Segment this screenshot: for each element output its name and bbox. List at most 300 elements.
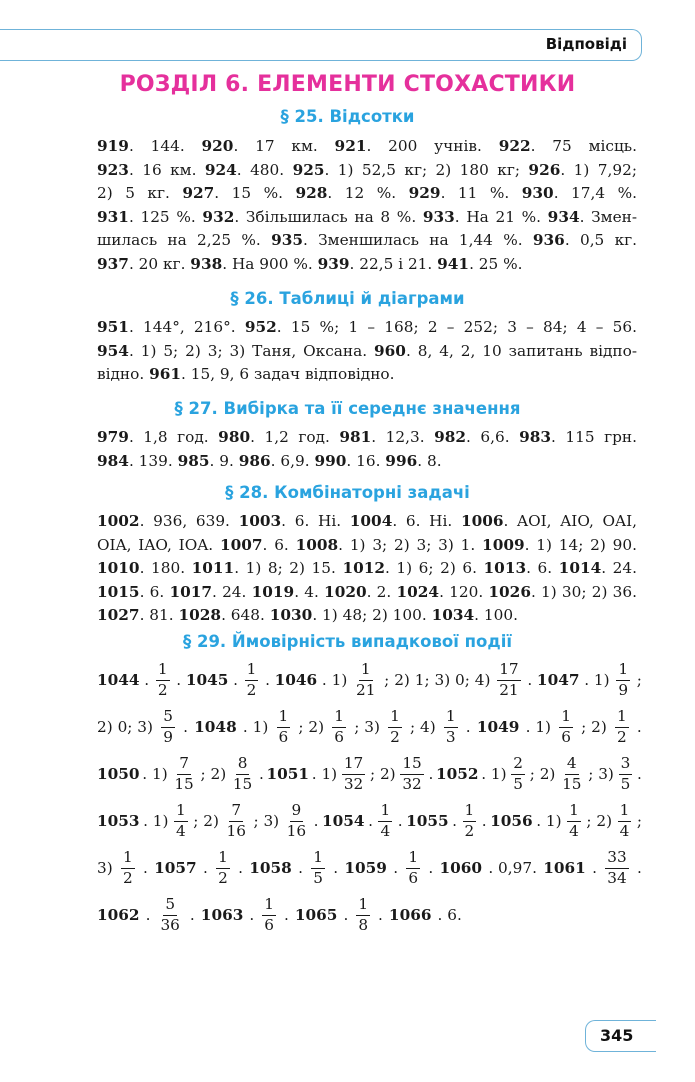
answer-line (97, 363, 637, 387)
answer-text: ; 2) (581, 718, 607, 736)
fraction (463, 803, 477, 839)
exercise-number: 937 (97, 254, 129, 273)
exercise-number: 1046 (274, 671, 318, 689)
exercise-number: 935 (271, 231, 303, 249)
answer-text: . 1) (242, 718, 269, 736)
exercise-number: 1056 (490, 812, 533, 830)
exercise-number: 939 (317, 254, 350, 273)
fraction (618, 803, 632, 839)
exercise-number: 982 (434, 428, 467, 446)
answer-text: . 936, 639. (139, 512, 239, 530)
answer-text: . 1) 30; 2) 36. (530, 582, 637, 601)
fraction-denominator: 34 (607, 868, 627, 887)
answer-text: . 4. (294, 582, 325, 601)
exercise-number: 929 (408, 184, 441, 202)
fraction-denominator: 2 (464, 821, 475, 840)
exercise-number: 1045 (185, 671, 229, 689)
answer-text: . (428, 859, 434, 877)
fraction-numerator: 1 (618, 803, 632, 821)
exercise-number: 1019 (251, 582, 295, 601)
answer-line (97, 846, 642, 890)
fraction (311, 850, 325, 886)
fraction (174, 803, 188, 839)
fraction-numerator: 1 (615, 709, 629, 727)
answer-text: . 81. (139, 606, 179, 624)
fraction-denominator: 2 (617, 727, 627, 746)
exercise-number: 936 (532, 231, 565, 249)
section-26-answers (97, 316, 637, 387)
answer-text: . 1) (142, 765, 168, 783)
exercise-number: 1030 (269, 606, 313, 624)
fraction (172, 756, 195, 792)
fraction-denominator: 5 (313, 868, 323, 887)
answer-text: . (283, 906, 289, 924)
answer-line (97, 510, 637, 534)
answer-text: . 180. (139, 559, 192, 577)
exercise-number: 984 (97, 451, 129, 470)
answer-text: . 1) 5; 2) 3; 3) Таня, Оксана. (128, 341, 374, 360)
answer-text: . 6. Ні. (392, 512, 461, 530)
fraction-denominator: 21 (356, 680, 376, 699)
answer-text: . Змен- (579, 207, 637, 226)
exercise-number: 1066 (388, 906, 432, 924)
exercise-number: 1053 (97, 812, 140, 830)
exercise-number: 1052 (435, 765, 479, 783)
answer-text: . 1) 7,92; (560, 160, 637, 179)
section-title-25: § 25. Відсотки (280, 107, 415, 126)
fraction (354, 662, 377, 698)
answer-text: . (343, 906, 349, 924)
fraction (277, 709, 291, 745)
section-title-29: § 29. Ймовірність випадкової події (182, 632, 513, 651)
answer-text: ; 2) (193, 812, 219, 830)
answer-text: . 17,4 %. (553, 184, 638, 202)
fraction-numerator: 5 (163, 897, 177, 915)
answer-text: . (202, 859, 208, 877)
fraction-numerator: 1 (174, 803, 188, 821)
answer-text: ; 2) (200, 765, 227, 783)
exercise-number: 1006 (460, 512, 504, 530)
exercise-number: 1028 (178, 606, 222, 624)
fraction (497, 662, 520, 698)
fraction-numerator: 1 (356, 897, 370, 915)
exercise-number: 1009 (482, 535, 525, 554)
answer-text: . 1) 14; 2) 90. (524, 535, 637, 554)
fraction-numerator: 17 (342, 756, 365, 774)
fraction (388, 709, 402, 745)
fraction-denominator: 21 (499, 680, 519, 699)
fraction-numerator: 1 (332, 709, 346, 727)
fraction-numerator: 1 (311, 850, 325, 868)
fraction (231, 756, 254, 792)
exercise-number: 1012 (342, 559, 386, 577)
exercise-number: 921 (334, 137, 367, 155)
answer-text: . (189, 906, 195, 924)
exercise-number: 1062 (97, 906, 140, 924)
answer-line (97, 893, 642, 937)
exercise-number: 923 (97, 160, 129, 179)
fraction-denominator: 6 (264, 915, 274, 934)
answer-text: 2) 5 кг. (97, 184, 183, 202)
answer-text: . (636, 859, 642, 877)
answer-text: ; 2) (586, 812, 613, 830)
fraction-numerator: 2 (511, 756, 525, 774)
answer-text: . 25 %. (469, 254, 523, 273)
exercise-number: 985 (177, 451, 210, 470)
exercise-number: 1044 (97, 671, 140, 689)
answer-text: . (452, 812, 458, 830)
answer-text: ; 2) (529, 765, 556, 783)
answer-text: . 1,2 год. (250, 428, 340, 446)
fraction-numerator: 1 (406, 850, 420, 868)
chapter-title: РОЗДІЛ 6. ЕЛЕМЕНТИ СТОХАСТИКИ (119, 72, 576, 97)
answer-text: . 139. (128, 451, 178, 470)
answer-text: . (142, 859, 148, 877)
fraction-denominator: 2 (218, 868, 228, 887)
section-25-answers (97, 135, 637, 276)
exercise-number: 983 (519, 428, 552, 446)
answer-text: . 144°, 216°. (128, 318, 245, 336)
fraction-denominator: 9 (618, 680, 629, 699)
answer-text: . 8. (417, 451, 442, 470)
fraction-denominator: 32 (402, 774, 422, 793)
answer-text: . 1) 8; 2) 15. (234, 559, 343, 577)
fraction (332, 709, 346, 745)
exercise-number: 1017 (169, 582, 213, 601)
answer-text: . 6. (526, 559, 559, 577)
exercise-number: 1061 (543, 859, 586, 877)
fraction (559, 709, 573, 745)
fraction (224, 803, 247, 839)
fraction-denominator: 36 (160, 915, 180, 934)
answer-text: . 0,97. (488, 859, 537, 877)
answer-text: . 1) 52,5 кг; 2) 180 кг; (324, 160, 529, 179)
exercise-number: 960 (374, 341, 406, 360)
fraction (560, 756, 583, 792)
answer-text: ; 2) (298, 718, 325, 736)
answer-text: . (481, 812, 487, 830)
answer-text: . 24. (212, 582, 252, 601)
fraction-denominator: 3 (445, 727, 456, 746)
answer-text: 2) 0; 3) (97, 718, 154, 736)
answer-line (97, 557, 637, 581)
fraction (511, 756, 525, 792)
exercise-number: 1049 (476, 718, 520, 736)
answer-text: . На 900 %. (222, 254, 318, 273)
fraction-numerator: 1 (359, 662, 373, 680)
answer-text: . 6. (437, 906, 462, 924)
answer-text: . 120. (439, 582, 489, 601)
answer-text: . 1) 48; 2) 100. (312, 606, 432, 624)
answer-text: . 1,8 год. (128, 428, 219, 446)
fraction (285, 803, 308, 839)
fraction-denominator: 6 (278, 727, 289, 746)
fraction-denominator: 6 (334, 727, 345, 746)
answer-text: . (465, 718, 471, 736)
answer-text: . 1) 6; 2) 6. (385, 559, 484, 577)
fraction (406, 850, 420, 886)
section-title-27: § 27. Вибірка та її середнє значення (174, 399, 521, 418)
answer-text: . 115 грн. (551, 428, 637, 446)
exercise-number: 927 (182, 184, 215, 202)
exercise-number: 930 (521, 184, 554, 202)
answer-text: . 15, 9, 6 задач відповідно. (181, 365, 395, 383)
exercise-number: 986 (238, 451, 271, 470)
fraction-numerator: 1 (156, 662, 170, 680)
exercise-number: 1013 (483, 559, 527, 577)
answer-text: . Збільшилась на 8 %. (234, 207, 423, 226)
fraction-numerator: 8 (236, 756, 250, 774)
answer-text: . 6. (262, 535, 296, 554)
exercise-number: 926 (528, 160, 561, 179)
answer-line (97, 534, 637, 558)
answer-text: . 6,9. (270, 451, 315, 470)
answer-line (97, 604, 637, 628)
answer-text: . 16 км. (128, 160, 205, 179)
answer-text: . (145, 906, 151, 924)
fraction-denominator: 4 (619, 821, 630, 840)
answer-text: . AOI, AIO, OAI, (503, 512, 637, 530)
exercise-number: 925 (292, 160, 325, 179)
answer-text: . 75 місць. (530, 137, 637, 155)
answer-text: . 12 %. (327, 184, 409, 202)
exercise-number: 1024 (396, 582, 440, 601)
fraction (619, 756, 633, 792)
exercise-number: 1051 (266, 765, 310, 783)
exercise-number: 1026 (488, 582, 531, 601)
fraction-numerator: 4 (565, 756, 579, 774)
fraction (121, 850, 135, 886)
answer-text: . 1) (536, 812, 562, 830)
answer-text: . 15 %; 1 – 168; 2 – 252; 3 – 84; 4 – 56. (276, 318, 637, 336)
answer-text: . 200 учнів. (366, 137, 499, 155)
fraction (615, 709, 629, 745)
answer-text: . 17 км. (233, 137, 335, 155)
exercise-number: 1050 (97, 765, 140, 783)
exercise-number: 1054 (322, 812, 365, 830)
answer-line (97, 658, 642, 702)
exercise-number: 954 (97, 341, 129, 360)
fraction (262, 897, 276, 933)
exercise-number: 951 (97, 318, 129, 336)
fraction-denominator: 16 (226, 821, 246, 840)
fraction-numerator: 15 (400, 756, 423, 774)
fraction (161, 709, 175, 745)
fraction (605, 850, 628, 886)
exercise-number: 1002 (97, 512, 140, 530)
exercise-number: 920 (201, 137, 234, 155)
fraction-denominator: 2 (122, 868, 133, 887)
answer-line (97, 340, 637, 364)
fraction-denominator: 16 (286, 821, 307, 840)
answer-text: . 6. (139, 582, 170, 601)
section-title-26: § 26. Таблиці й діаграми (230, 289, 465, 308)
fraction-numerator: 9 (290, 803, 304, 821)
exercise-number: 996 (385, 451, 418, 470)
exercise-number: 1059 (344, 859, 387, 877)
answer-text: ; 3) (253, 812, 280, 830)
answer-line (97, 159, 637, 183)
answer-text: . 9. (209, 451, 239, 470)
answer-line (97, 206, 637, 230)
header-band (0, 29, 642, 61)
fraction (156, 662, 170, 698)
exercise-number: 981 (339, 428, 372, 446)
answer-text: . (249, 906, 255, 924)
answer-text: OIA, IAO, IOA. (97, 535, 220, 554)
answer-text: . 12,3. (371, 428, 435, 446)
exercise-number: 1055 (406, 812, 449, 830)
exercise-number: 1063 (200, 906, 244, 924)
exercise-number: 1060 (439, 859, 483, 877)
exercise-number: 1011 (191, 559, 235, 577)
exercise-number: 928 (295, 184, 328, 202)
fraction-denominator: 4 (569, 821, 579, 840)
section-title-28: § 28. Комбінаторні задачі (225, 483, 470, 502)
answer-text: . 144. (128, 137, 202, 155)
answer-text: . 648. (221, 606, 270, 624)
fraction-numerator: 1 (616, 662, 630, 680)
fraction-denominator: 5 (513, 774, 524, 793)
fraction-numerator: 1 (277, 709, 291, 727)
answer-line (97, 752, 642, 796)
answer-text: ; (636, 812, 642, 830)
fraction-denominator: 6 (561, 727, 571, 746)
fraction-numerator: 3 (619, 756, 633, 774)
fraction (158, 897, 181, 933)
exercise-number: 979 (97, 428, 129, 446)
exercise-number: 990 (314, 451, 347, 470)
exercise-number: 1008 (295, 535, 339, 554)
answer-text: . (233, 671, 238, 689)
answer-text: . (183, 718, 188, 736)
exercise-number: 941 (437, 254, 470, 273)
answer-text: . 6. Ні. (281, 512, 350, 530)
exercise-number: 1058 (249, 859, 292, 877)
exercise-number: 1027 (97, 606, 140, 624)
exercise-number: 980 (218, 428, 251, 446)
fraction (342, 756, 365, 792)
fraction-numerator: 7 (177, 756, 191, 774)
answer-line (97, 316, 637, 340)
fraction-numerator: 1 (121, 850, 135, 868)
answer-text: . 0,5 кг. (564, 231, 638, 249)
answer-line (97, 799, 642, 843)
exercise-number: 1015 (97, 582, 140, 601)
exercise-number: 1003 (238, 512, 282, 530)
exercise-number: 1048 (194, 718, 237, 736)
answer-line (97, 135, 637, 159)
answer-text: . (238, 859, 243, 877)
exercise-number: 938 (190, 254, 223, 273)
exercise-number: 1065 (294, 906, 338, 924)
fraction-numerator: 17 (497, 662, 520, 680)
answer-line (97, 253, 637, 277)
fraction-numerator: 1 (444, 709, 458, 727)
fraction-numerator: 1 (559, 709, 573, 727)
section-27-answers (97, 426, 637, 473)
answer-text: . 16. (346, 451, 386, 470)
section-28-answers (97, 510, 637, 628)
fraction (216, 850, 230, 886)
fraction-denominator: 2 (157, 680, 168, 699)
fraction (378, 803, 392, 839)
answer-text: . На 21 %. (454, 207, 548, 226)
page-number: 345 (600, 1026, 634, 1045)
fraction (400, 756, 423, 792)
fraction-numerator: 1 (567, 803, 581, 821)
answer-text: . 6,6. (466, 428, 520, 446)
fraction-numerator: 5 (161, 709, 175, 727)
answer-text: . (636, 765, 642, 783)
answer-line (97, 581, 637, 605)
exercise-number: 931 (97, 207, 129, 226)
answer-line (97, 229, 637, 253)
exercise-number: 932 (202, 207, 235, 226)
answer-text: . 8, 4, 2, 10 запитань відпо- (405, 341, 637, 360)
answer-text: . 11 %. (440, 184, 522, 202)
fraction-denominator: 4 (176, 821, 186, 840)
exercise-number: 1034 (431, 606, 475, 624)
answer-text: . 24. (601, 559, 637, 577)
answer-text: ; (636, 671, 642, 689)
fraction-denominator: 2 (246, 680, 257, 699)
fraction-denominator: 5 (620, 774, 631, 793)
answer-text: . 1) (481, 765, 507, 783)
fraction (356, 897, 370, 933)
answer-line (97, 705, 642, 749)
fraction-numerator: 1 (463, 803, 477, 821)
fraction-numerator: 1 (378, 803, 392, 821)
exercise-number: 1047 (536, 671, 580, 689)
answer-text: 3) (97, 859, 113, 877)
answer-text: . (265, 671, 270, 689)
exercise-number: 922 (498, 137, 531, 155)
answer-text: . (393, 859, 399, 877)
fraction-numerator: 1 (216, 850, 230, 868)
answer-text: . (144, 671, 150, 689)
exercise-number: 933 (422, 207, 455, 226)
fraction-numerator: 33 (605, 850, 628, 868)
answer-text: . 100. (474, 606, 518, 624)
answer-text: . 1) (525, 718, 552, 736)
exercise-number: 1007 (219, 535, 263, 554)
answer-text: . (313, 812, 319, 830)
header-title: Відповіді (545, 35, 627, 53)
page-number-box (585, 1020, 656, 1052)
answer-text: відно. (97, 365, 150, 383)
exercise-number: 934 (547, 207, 580, 226)
exercise-number: 919 (97, 137, 129, 155)
exercise-number: 1014 (558, 559, 602, 577)
fraction-denominator: 4 (380, 821, 391, 840)
answer-text: . 15 %. (214, 184, 296, 202)
exercise-number: 1020 (324, 582, 367, 601)
answer-line (97, 182, 637, 206)
answer-text: . 1) (143, 812, 169, 830)
answer-text: . 20 кг. (128, 254, 191, 273)
answer-text: шилась на 2,25 %. (97, 231, 272, 249)
fraction-denominator: 6 (408, 868, 419, 887)
answer-text: . (176, 671, 182, 689)
answer-text: . (368, 812, 373, 830)
answer-text: . (636, 718, 642, 736)
fraction-numerator: 1 (245, 662, 259, 680)
answer-text: . Зменшилась на 1,44 %. (303, 231, 533, 249)
answer-text: . (333, 859, 339, 877)
fraction (616, 662, 630, 698)
fraction (567, 803, 581, 839)
